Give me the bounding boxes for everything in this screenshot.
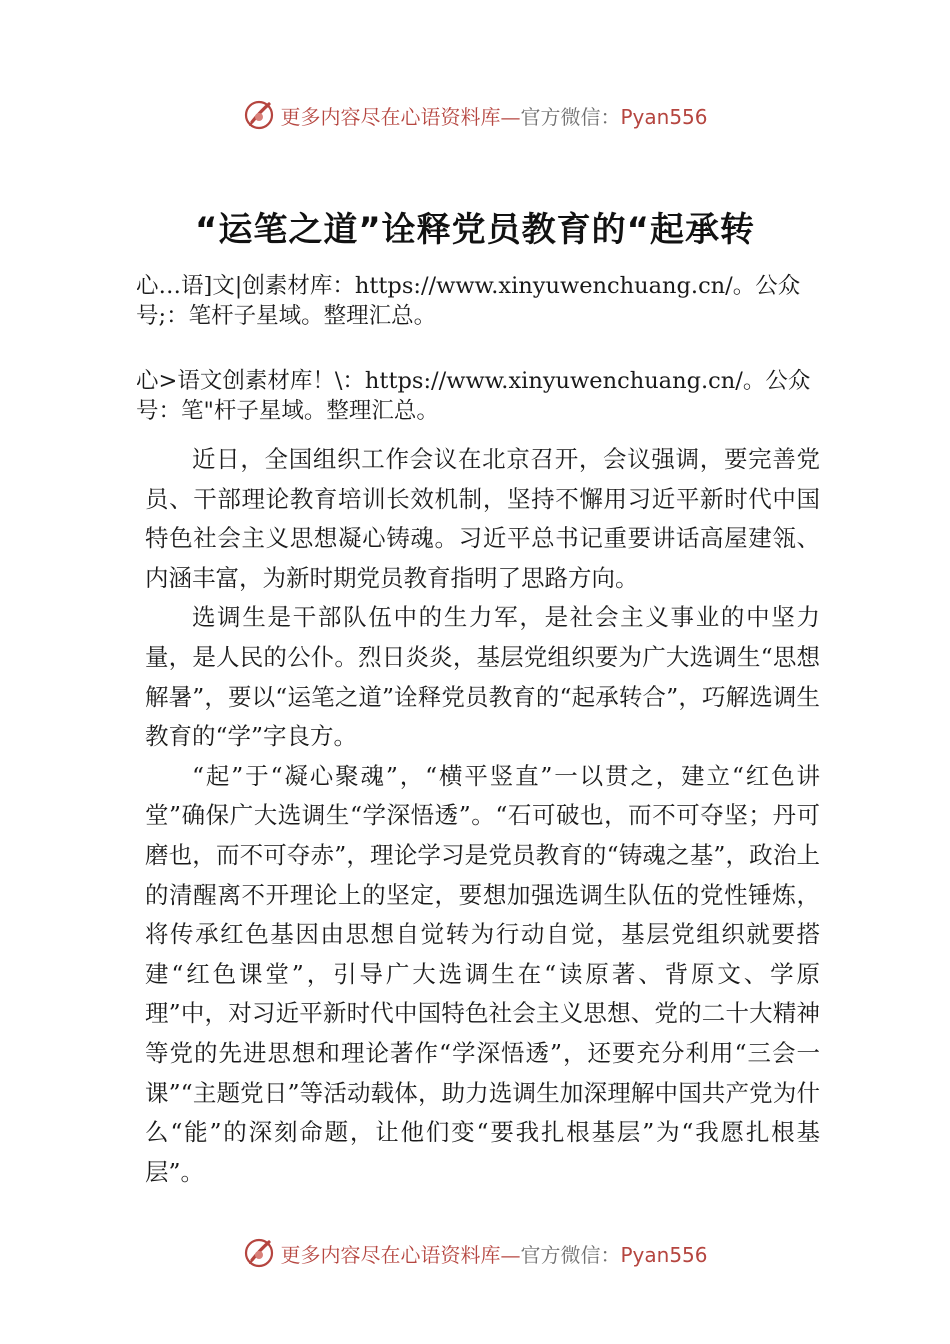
banner-wechat-id: Pyan556	[620, 104, 708, 129]
banner-text	[280, 101, 707, 130]
footer-banner-text	[280, 1239, 707, 1268]
brush-logo-icon	[242, 98, 276, 132]
source-line-2: 心>语文创素材库！\：https://www.xinyuwenchuang.cn/。公众号：笔"杆子星域。整理汇总。	[136, 368, 811, 424]
footer-banner-dash: —	[500, 1242, 521, 1267]
document-body	[145, 440, 820, 1192]
source-line-1: 心…语]文|创素材库：https://www.xinyuwenchuang.cn/。公众号;：笔杆子星域。整理汇总。	[136, 273, 801, 329]
footer-banner-wechat-label: 官方微信：	[520, 1242, 621, 1267]
document-title: “运笔之道”诠释党员教育的“起承转	[194, 210, 756, 250]
footer-banner-main-text: 更多内容尽在心语资料库	[280, 1242, 501, 1267]
footer-banner	[0, 1233, 950, 1273]
banner-dash: —	[500, 104, 521, 129]
paragraph-1: 近日，全国组织工作会议在北京召开，会议强调，要完善党员、干部理论教育培训长效机制，坚持不懈用习近平新时代中国特色社会主义思想凝心铸魂。习近平总书记重要讲话高屋建瓴、内涵丰富，为新时期党员教育指明了思路方向。	[145, 445, 820, 592]
footer-banner-wechat-id: Pyan556	[620, 1242, 708, 1267]
paragraph-2: 选调生是干部队伍中的生力军，是社会主义事业的中坚力量，是人民的公仆。烈日炎炎，基层党组织要为广大选调生“思想解暑”，要以“运笔之道”诠释党员教育的“起承转合”，巧解选调生教育的“学”字良方。	[145, 603, 820, 751]
banner-main-text: 更多内容尽在心语资料库	[280, 104, 501, 129]
banner-wechat-label: 官方微信：	[520, 104, 621, 129]
paragraph-3: “起”于“凝心聚魂”，“横平竖直”一以贯之，建立“红色讲堂”确保广大选调生“学深悟透”。“石可破也，而不可夺坚；丹可磨也，而不可夺赤”，理论学习是党员教育的“铸魂之基”，政治上的清醒离不开理论上的坚定，要想加强选调生队伍的党性锤炼，将传承红色基因由思想自觉转为行动自觉，基层党组织就要搭建“红色课堂”，引导广大选调生在“读原著、背原文、学原理”中，对习近平新时代中国特色社会主义思想、党的二十大精神等党的先进思想和理论著作“学深悟透”，还要充分利用“三会一课”“主题党日”等活动载体，助力选调生加深理解中国共产党为什么“能”的深刻命题，让他们变“要我扎根基层”为“我愿扎根基层”。	[145, 761, 820, 1186]
brush-logo-icon	[242, 1236, 276, 1270]
header-banner	[0, 95, 950, 135]
